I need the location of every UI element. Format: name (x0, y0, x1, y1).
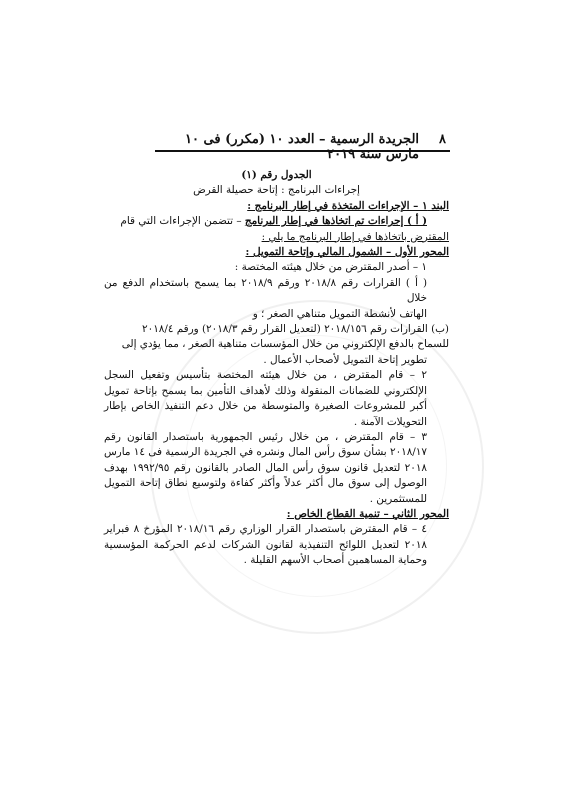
item1a-continuation: المقترض باتخاذها في إطار البرنامج ما يلي : (261, 230, 449, 243)
para-3: ٣ – قام المقترض ، من خلال رئيس الجمهورية باستصدار القانون رقم ٢٠١٨/١٧ بشأن سوق رأس المال ونشره في الجريدة الرسمية فى ١٤ مارس ٢٠١٨ لتعديل قانون سوق رأس المال الصادر بالقانون رقم ١٩٩٢/٩٥ بهدف الوصول إلى سوق مال أكثر عدلاً وأكثر كفاءة ولتوسيع نطاق إتاحة التمويل للمستثمرين . (104, 430, 427, 505)
axis1-heading: المحور الأول – الشمول المالي وإتاحة التمويل : (245, 246, 449, 259)
item1a-line (104, 214, 449, 229)
header-rule (155, 150, 450, 152)
item1a-rest: – تتضمن الإجراءات التي قام (120, 215, 242, 228)
axis2-heading: المحور الثاني – تنمية القطاع الخاص : (286, 507, 449, 520)
item1-heading: البند ١ – الإجراءات المتخذة في إطار البرنامج : (247, 199, 449, 212)
para-2: ٢ – قام المقترض ، من خلال هيئته المختصة بتأسيس وتفعيل السجل الإلكتروني للضمانات المنقولة وذلك لأهداف التأمين بما يسمح بإتاحة تمويل أكبر للمشروعات الصغيرة والمتوسطة من خلال دعم التنفيذ الخاص بإطار التحويلات الآمنة . (104, 369, 427, 428)
para-1b-line3: تطوير إتاحة التمويل لأصحاب الأعمال . (263, 353, 427, 366)
page-number: ٨ (439, 132, 446, 147)
para-1: ١ – أصدر المقترض من خلال هيئته المختصة : (234, 261, 427, 274)
para-1b-line1: (ب) القرارات رقم ٢٠١٨/١٥٦ (لتعديل القرار رقم ٢٠١٨/٣) ورقم ٢٠١٨/٤ (142, 323, 449, 336)
para-1b-line2: للسماح بالدفع الإلكتروني من خلال المؤسسات متناهية الصغر ، مما يؤدي إلى (121, 338, 449, 351)
para-4: ٤ – قام المقترض باستصدار القرار الوزاري رقم ٢٠١٨/١٦ المؤرخ ٨ فبراير ٢٠١٨ لتعديل اللوائح التنفيذية لقانون الشركات لدعم الحركمة المؤسسية وحماية المساهمين أصحاب الأسهم القليلة . (104, 523, 427, 567)
para-1a-line1: ( أ ) القرارات رقم ٢٠١٨/٨ ورقم ٢٠١٨/٩ بما يسمح باستخدام الدفع من خلال (104, 276, 427, 305)
para-1a-line2: الهاتف لأنشطة التمويل متناهي الصغر ؛ و (252, 307, 427, 320)
document-body (104, 168, 449, 569)
subtitle: إجراءات البرنامج : إتاحة حصيلة القرض (193, 184, 360, 197)
item1a-lead: ( أ ) إجراءات تم اتخاذها في إطار البرنامج (244, 215, 427, 228)
page-header (150, 132, 446, 162)
table-title: الجدول رقم (١) (241, 169, 312, 181)
gazette-title: الجريدة الرسمية – العدد ١٠ (مكرر) فى ١٠ مارس سنة ٢٠١٩ (185, 132, 420, 162)
